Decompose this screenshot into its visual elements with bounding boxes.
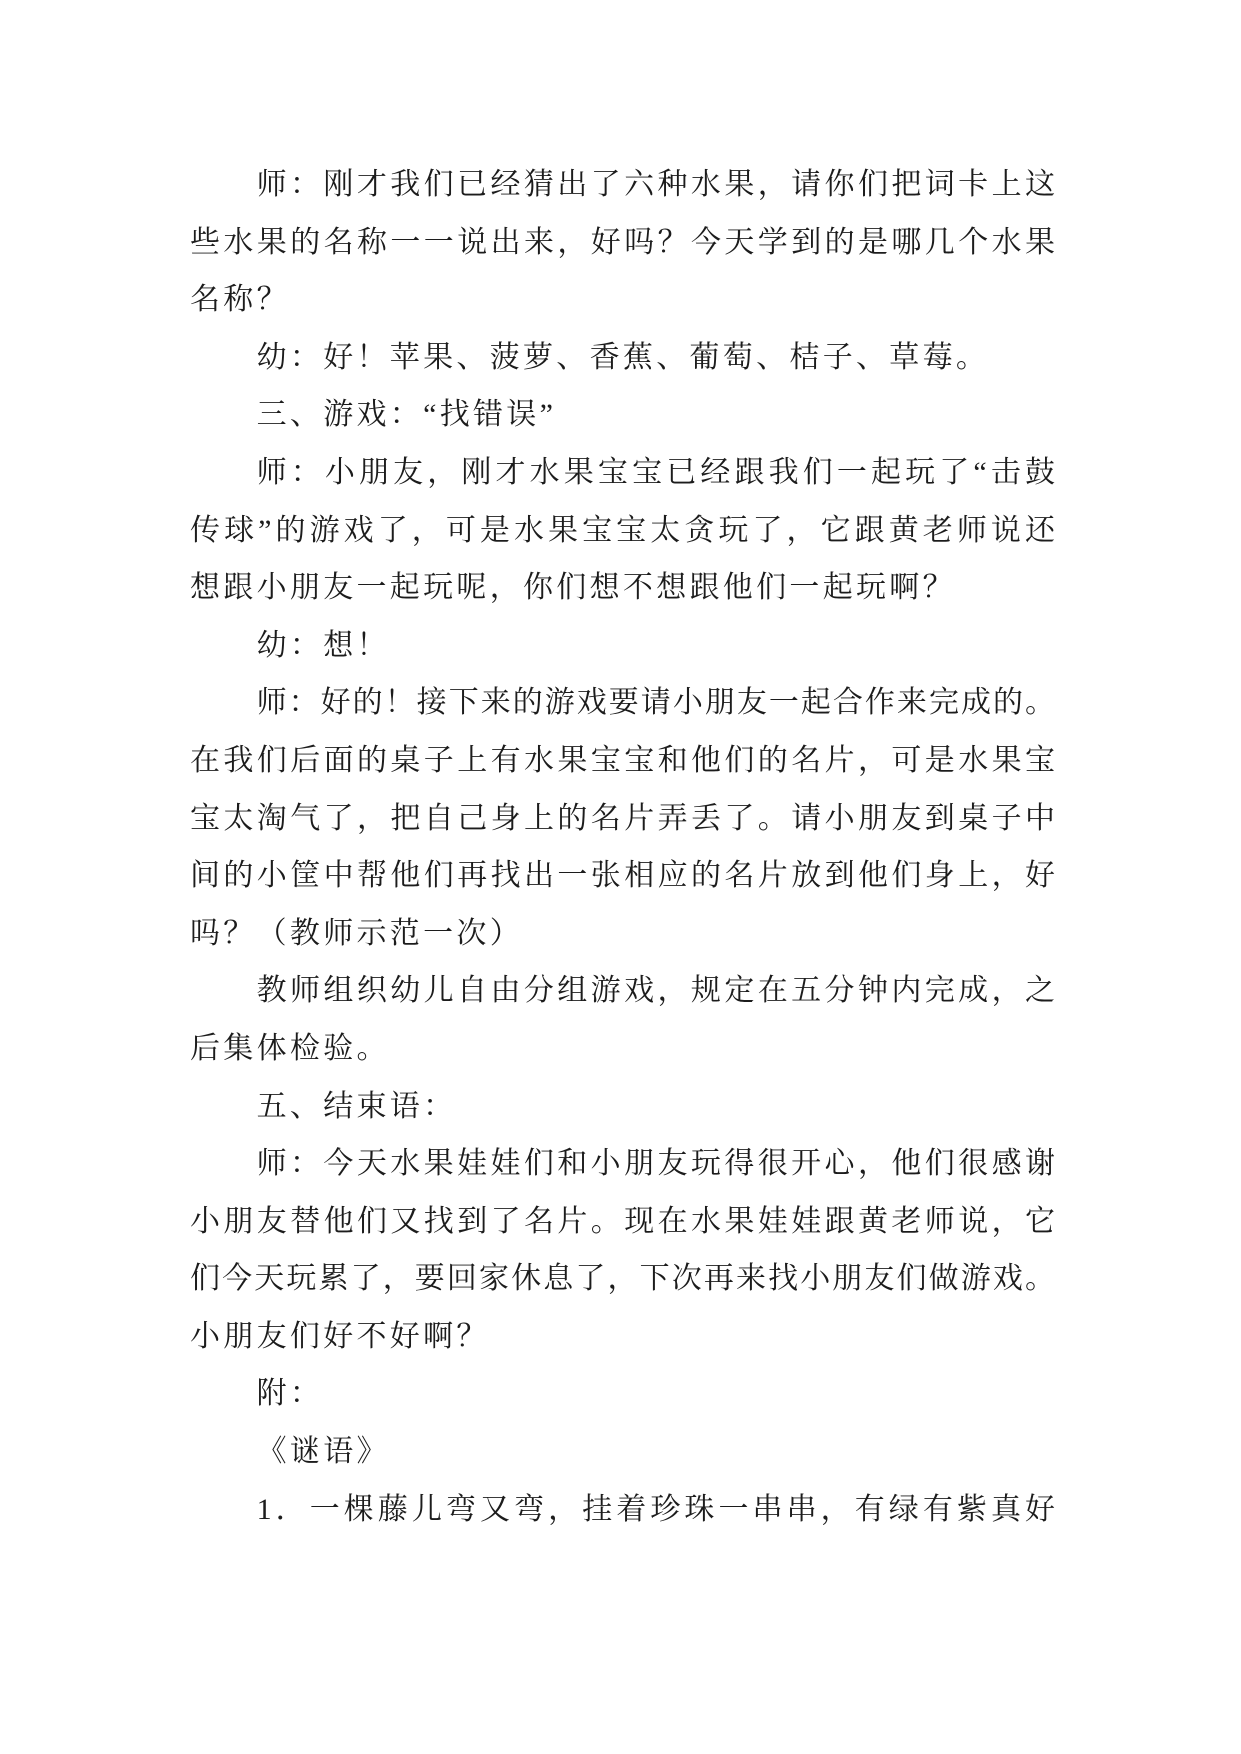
dialogue-paragraph [190,1135,1055,1365]
text-line: 师：今天水果娃娃们和小朋友玩得很开心，他们很感谢 [256,1147,1055,1181]
section-heading [190,386,1055,444]
text-line: 间的小筐中帮他们再找出一张相应的名片放到他们身上，好 [190,859,1055,893]
document-page [190,156,1055,1538]
text-line: 些水果的名称一一说出来，好吗？今天学到的是哪几个水果 [190,225,1055,259]
dialogue-paragraph [190,674,1055,962]
text-line: 名称？ [190,283,290,317]
text-line: 在我们后面的桌子上有水果宝宝和他们的名片，可是水果宝 [190,743,1055,777]
text-line: 想跟小朋友一起玩呢，你们想不想跟他们一起玩啊？ [190,571,956,605]
text-line: 教师组织幼儿自由分组游戏，规定在五分钟内完成，之 [256,974,1055,1008]
text-line: 们今天玩累了，要回家休息了，下次再来找小朋友们做游戏。 [190,1262,1055,1296]
text-line: 《谜语》 [256,1435,390,1469]
body-paragraph [190,962,1055,1077]
text-line: 幼：好！苹果、菠萝、香蕉、葡萄、桔子、草莓。 [256,340,990,374]
dialogue-paragraph [190,329,1055,387]
text-line: 附： [256,1377,324,1411]
dialogue-paragraph [190,617,1055,675]
dialogue-paragraph [190,156,1055,329]
text-line: 小朋友们好不好啊？ [190,1319,490,1353]
text-line: 师：好的！接下来的游戏要请小朋友一起合作来完成的。 [256,686,1055,720]
text-line: 传球”的游戏了，可是水果宝宝太贪玩了，它跟黄老师说还 [190,513,1055,547]
text-line: 吗？（教师示范一次） [190,916,523,950]
text-line: 幼：想！ [256,628,390,662]
text-line: 后集体检验。 [190,1031,390,1065]
appendix-label [190,1365,1055,1423]
riddle-title [190,1423,1055,1481]
section-heading [190,1078,1055,1136]
text-line: 1．一棵藤儿弯又弯，挂着珍珠一串串，有绿有紫真好 [256,1492,1055,1526]
text-line: 小朋友替他们又找到了名片。现在水果娃娃跟黄老师说，它 [190,1204,1055,1238]
riddle-item [190,1481,1055,1539]
text-line: 五、结束语： [256,1089,457,1123]
text-line: 师：刚才我们已经猜出了六种水果，请你们把词卡上这 [256,168,1055,201]
text-line: 三、游戏：“找错误” [256,398,557,432]
text-line: 师：小朋友，刚才水果宝宝已经跟我们一起玩了“击鼓 [256,455,1055,489]
text-line: 宝太淘气了，把自己身上的名片弄丢了。请小朋友到桌子中 [190,801,1055,835]
dialogue-paragraph [190,444,1055,617]
